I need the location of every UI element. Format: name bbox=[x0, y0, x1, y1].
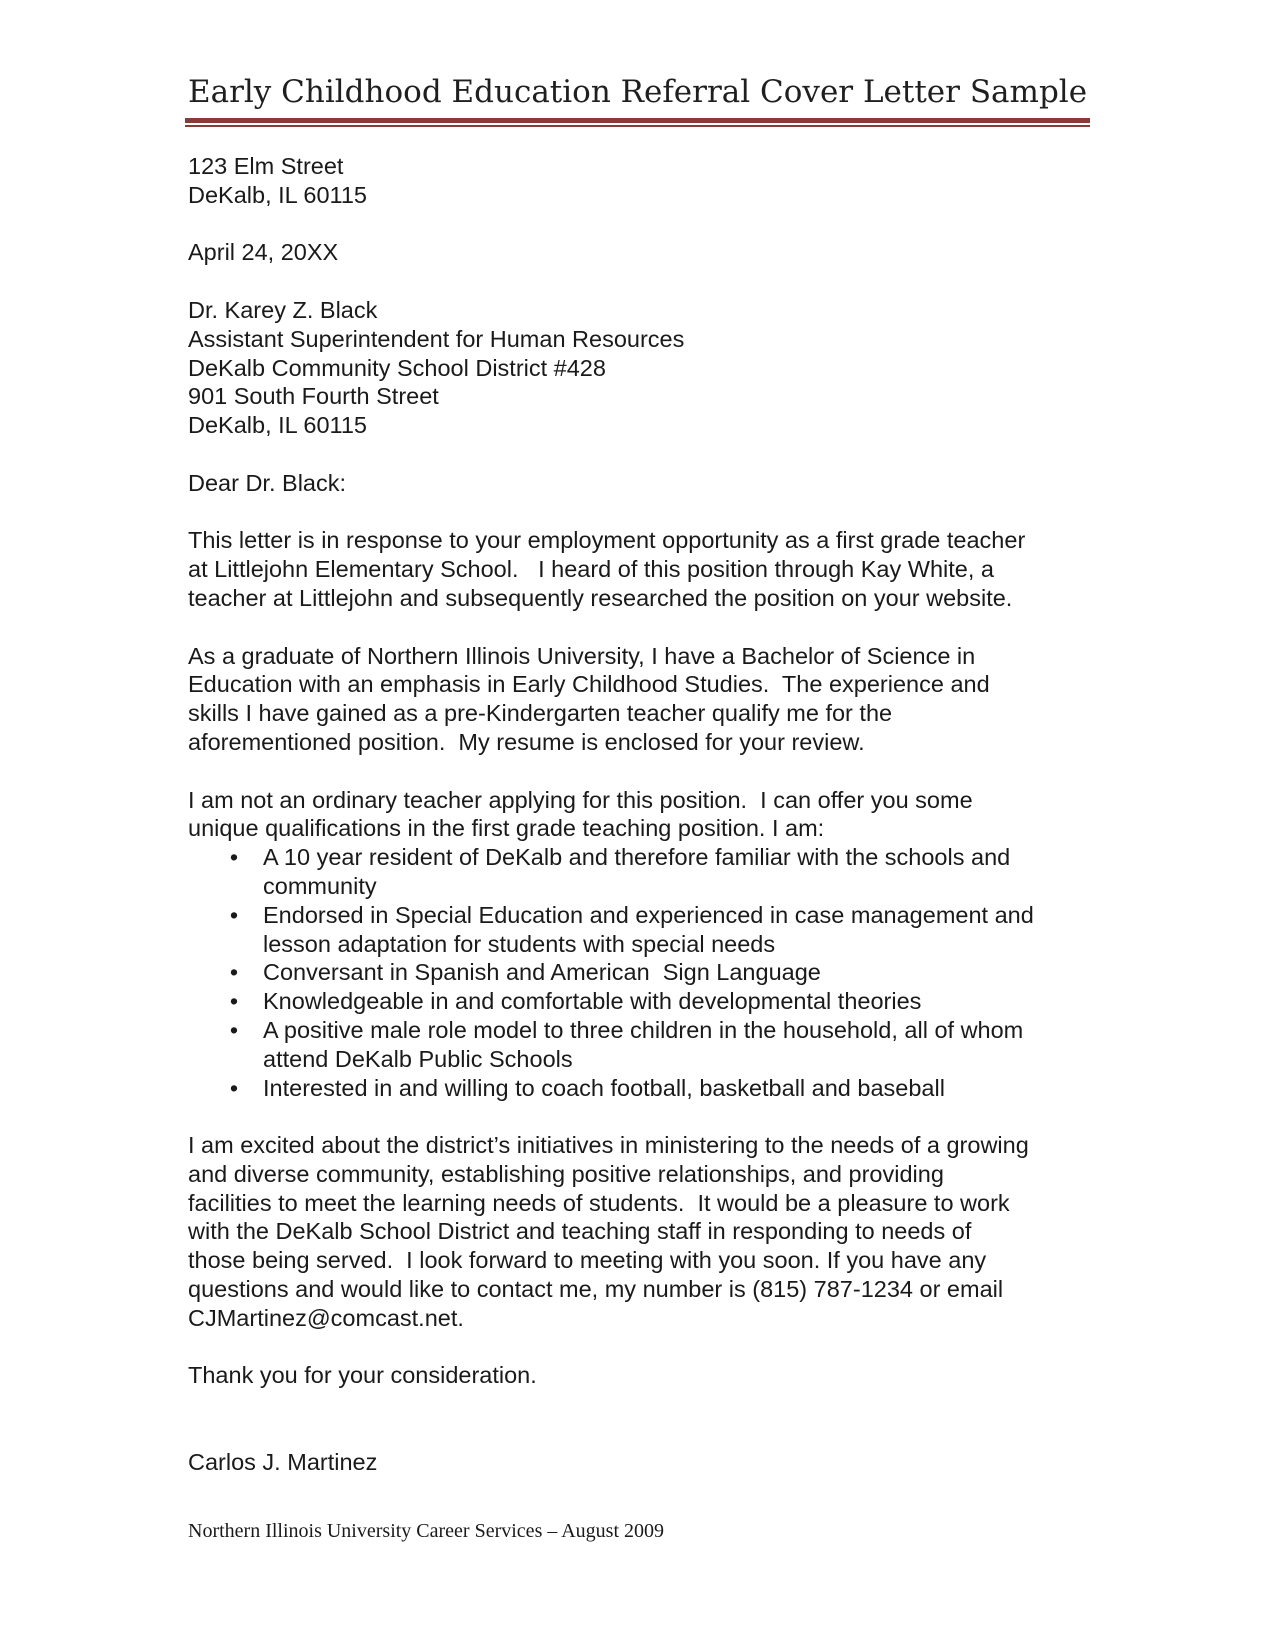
sender-street: 123 Elm Street bbox=[188, 153, 344, 179]
paragraph-line: As a graduate of Northern Illinois University, I have a Bachelor of Science in bbox=[188, 642, 976, 669]
date-text: April 24, 20XX bbox=[188, 239, 339, 266]
list-item-text: Interested in and willing to coach football, basketball and baseball bbox=[263, 1074, 945, 1101]
list-item bbox=[188, 987, 1088, 1016]
recipient-title: Assistant Superintendent for Human Resources bbox=[188, 325, 685, 352]
recipient-address bbox=[188, 296, 1088, 440]
document-title: Early Childhood Education Referral Cover Letter Sample bbox=[187, 74, 1088, 110]
list-item-text: A 10 year resident of DeKalb and therefore familiar with the schools and bbox=[263, 844, 1011, 871]
list-item-text: lesson adaptation for students with special needs bbox=[263, 930, 776, 957]
paragraph-line: those being served. I look forward to meeting with you soon. If you have any bbox=[188, 1247, 987, 1274]
bullet-icon: • bbox=[229, 1074, 239, 1101]
list-item bbox=[188, 1016, 1088, 1074]
list-item bbox=[188, 843, 1088, 901]
email-address: CJMartinez@comcast.net. bbox=[188, 1304, 464, 1331]
recipient-name: Dr. Karey Z. Black bbox=[188, 296, 378, 323]
list-item bbox=[188, 901, 1088, 959]
title-divider bbox=[185, 118, 1090, 127]
sender-address bbox=[188, 152, 1088, 210]
letter-body bbox=[188, 152, 1088, 1477]
recipient-street: 901 South Fourth Street bbox=[188, 383, 439, 410]
paragraph-line: facilities to meet the learning needs of students. It would be a pleasure to work bbox=[188, 1189, 1010, 1216]
bullet-icon: • bbox=[229, 988, 239, 1015]
closing bbox=[188, 1361, 1088, 1390]
paragraph-closing-remarks bbox=[188, 1131, 1088, 1333]
bullet-icon: • bbox=[229, 844, 239, 871]
paragraph-line: skills I have gained as a pre-Kindergarten teacher qualify me for the bbox=[188, 700, 893, 727]
signature-name: Carlos J. Martinez bbox=[188, 1448, 378, 1475]
recipient-organization: DeKalb Community School District #428 bbox=[188, 354, 606, 381]
signature bbox=[188, 1448, 1088, 1477]
paragraph-line: at Littlejohn Elementary School. I heard of this position through Kay White, a bbox=[188, 556, 994, 583]
paragraph-intro bbox=[188, 526, 1088, 612]
paragraph-line: with the DeKalb School District and teaching staff in responding to needs of bbox=[188, 1218, 972, 1245]
paragraph-education bbox=[188, 642, 1088, 757]
paragraph-line: aforementioned position. My resume is enclosed for your review. bbox=[188, 728, 865, 755]
bullet-icon: • bbox=[229, 1016, 239, 1043]
list-item-text: A positive male role model to three children in the household, all of whom bbox=[263, 1016, 1024, 1043]
paragraph-line: This letter is in response to your employment opportunity as a first grade teacher bbox=[188, 527, 1026, 554]
recipient-city: DeKalb, IL 60115 bbox=[188, 412, 367, 439]
list-item-text: Conversant in Spanish and American Sign Language bbox=[263, 959, 821, 986]
page-footer: Northern Illinois University Career Services – August 2009 bbox=[188, 1520, 665, 1542]
paragraph-line: I am excited about the district’s initiatives in ministering to the needs of a growing bbox=[188, 1132, 1029, 1159]
list-item-text: Knowledgeable in and comfortable with developmental theories bbox=[263, 988, 922, 1015]
list-item bbox=[188, 1074, 1088, 1103]
list-item bbox=[188, 958, 1088, 987]
list-item-text: community bbox=[263, 872, 377, 899]
title-divider-thin bbox=[185, 125, 1090, 127]
paragraph-line: teacher at Littlejohn and subsequently researched the position on your website. bbox=[188, 584, 1013, 611]
bullet-icon: • bbox=[229, 959, 239, 986]
salutation bbox=[188, 469, 1088, 498]
list-item-text: Endorsed in Special Education and experienced in case management and bbox=[263, 901, 1034, 928]
paragraph-line: unique qualifications in the first grade teaching position. I am: bbox=[188, 815, 825, 842]
closing-text: Thank you for your consideration. bbox=[188, 1362, 537, 1389]
list-item-text: attend DeKalb Public Schools bbox=[263, 1045, 573, 1072]
letter-date bbox=[188, 238, 1088, 267]
paragraph-qualifications-intro bbox=[188, 786, 1088, 844]
paragraph-line: Education with an emphasis in Early Childhood Studies. The experience and bbox=[188, 671, 990, 698]
salutation-text: Dear Dr. Black: bbox=[188, 469, 347, 496]
paragraph-line: questions and would like to contact me, my number is (815) 787-1234 or email bbox=[188, 1276, 1004, 1303]
paragraph-line: I am not an ordinary teacher applying for this position. I can offer you some bbox=[188, 786, 973, 813]
paragraph-line: and diverse community, establishing positive relationships, and providing bbox=[188, 1160, 944, 1187]
title-divider-thick bbox=[185, 118, 1090, 123]
sender-city: DeKalb, IL 60115 bbox=[188, 181, 367, 208]
qualifications-list bbox=[188, 843, 1088, 1102]
bullet-icon: • bbox=[229, 901, 239, 928]
